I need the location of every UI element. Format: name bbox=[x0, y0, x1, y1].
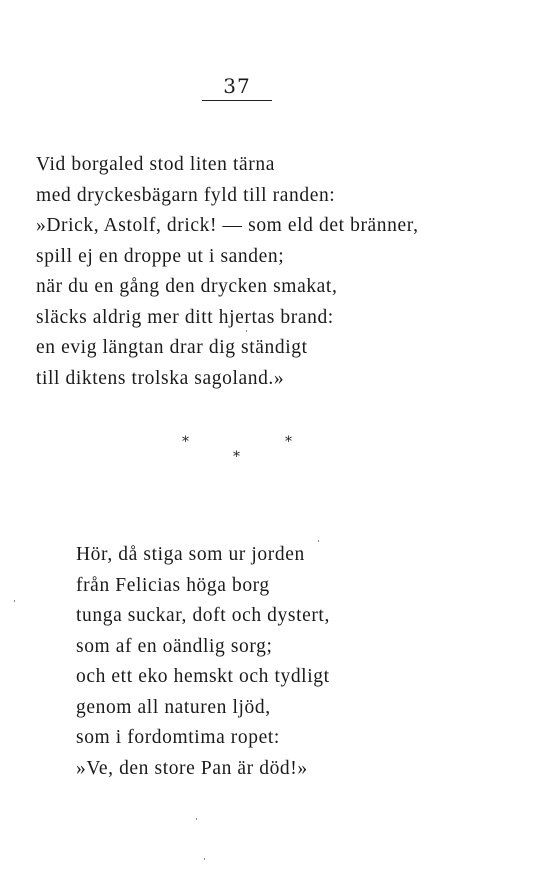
verse-line: till diktens trolska sagoland.» bbox=[36, 367, 285, 389]
stanza-1 bbox=[36, 150, 419, 394]
verse-line: med dryckesbägarn fyld till randen: bbox=[36, 184, 336, 206]
verse-line: från Felicias höga borg bbox=[76, 574, 270, 596]
paper-speck bbox=[246, 330, 247, 332]
verse-line: spill ej en droppe ut i sanden; bbox=[36, 245, 285, 267]
paper-speck bbox=[196, 818, 197, 820]
verse-line: och ett eko hemskt och tydligt bbox=[76, 666, 330, 687]
paper-speck bbox=[14, 600, 15, 602]
asterisk-mark: * bbox=[182, 434, 189, 450]
verse-line: när du en gång den drycken smakat, bbox=[36, 276, 338, 297]
verse-line: som i fordomtima ropet: bbox=[76, 727, 280, 748]
page-number: 37 bbox=[223, 74, 251, 98]
paper-speck bbox=[318, 540, 319, 542]
asterisk-mark: * bbox=[285, 434, 292, 450]
verse-line: Hör, då stiga som ur jorden bbox=[76, 544, 305, 565]
verse-line: Vid borgaled stod liten tärna bbox=[36, 154, 275, 175]
verse-line: tunga suckar, doft och dystert, bbox=[76, 605, 330, 626]
page-number-rule bbox=[202, 100, 272, 101]
asterisk-mark: * bbox=[233, 449, 240, 465]
verse-line: en evig längtan drar dig ständigt bbox=[36, 337, 308, 358]
paper-speck bbox=[204, 858, 205, 860]
verse-line: genom all naturen ljöd, bbox=[76, 696, 271, 718]
verse-line: som af en oändlig sorg; bbox=[76, 635, 273, 657]
verse-line: »Ve, den store Pan är död!» bbox=[76, 757, 308, 779]
stanza-2 bbox=[76, 540, 330, 784]
verse-line: »Drick, Astolf, drick! — som eld det bränner, bbox=[36, 215, 419, 236]
verse-line: släcks aldrig mer ditt hjertas brand: bbox=[36, 306, 334, 328]
